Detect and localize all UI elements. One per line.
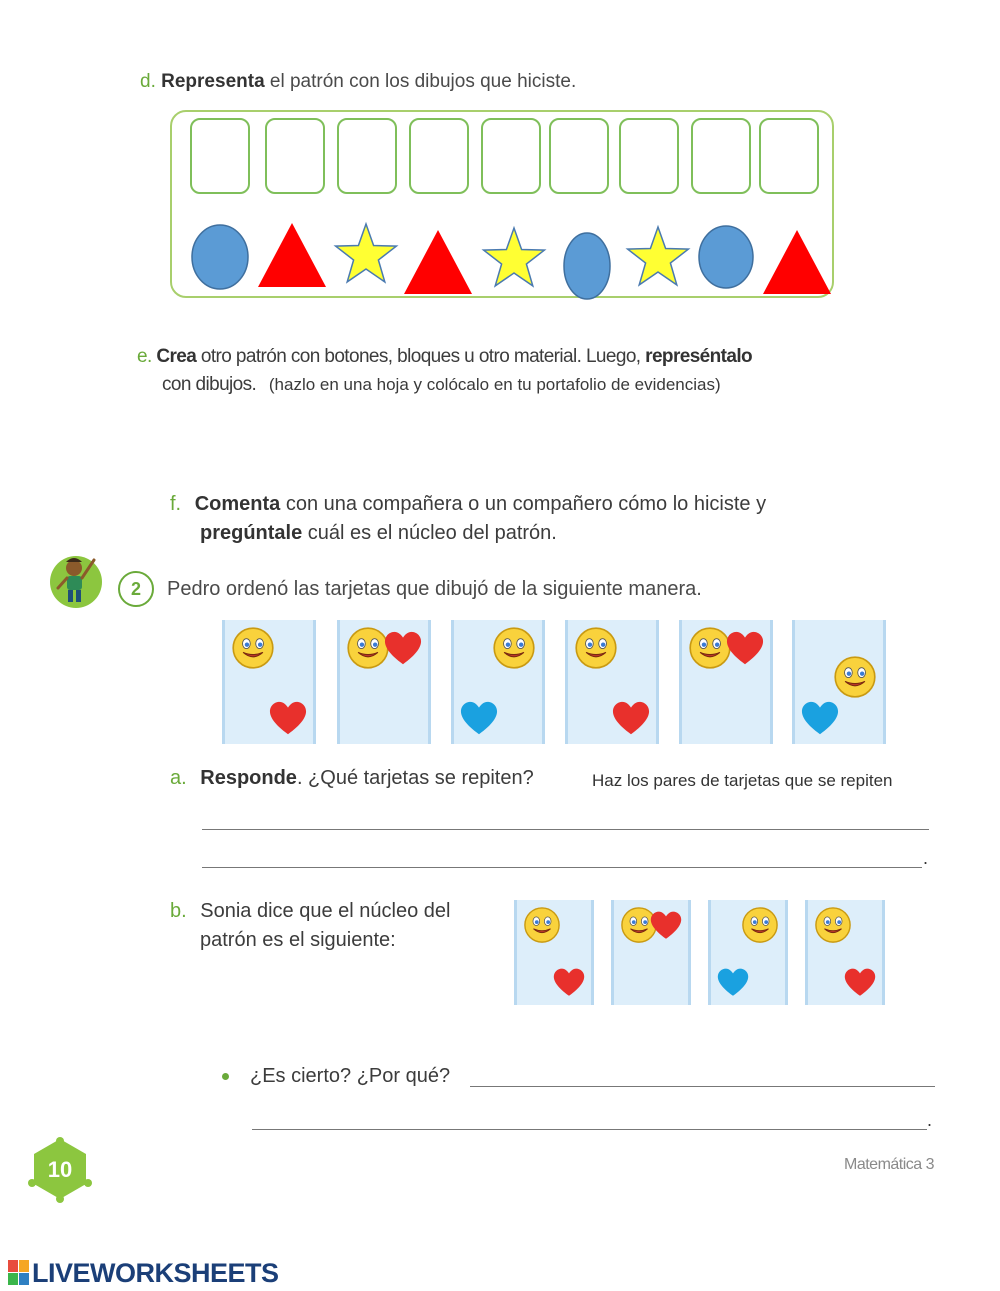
instruction-d-text: el patrón con los dibujos que hiciste. <box>264 71 577 92</box>
student-avatar-icon <box>48 550 108 610</box>
part-b-bullet-question: ¿Es cierto? ¿Por qué? <box>250 1065 451 1087</box>
liveworksheets-brand[interactable]: LIVEWORKSHEETS <box>32 1258 279 1288</box>
part-a-question <box>170 767 534 790</box>
part-a-bold: Responde <box>200 767 297 789</box>
red-heart-icon <box>384 630 422 668</box>
smiley-face-icon <box>741 906 779 944</box>
pattern-card[interactable] <box>792 620 886 744</box>
red-heart-icon <box>553 967 585 999</box>
red-heart-icon <box>650 910 682 942</box>
instruction-e <box>137 343 752 399</box>
smiley-face-icon <box>833 655 877 699</box>
smiley-face-icon <box>574 626 618 670</box>
pattern-card[interactable] <box>708 900 788 1005</box>
page-number-badge <box>26 1135 94 1203</box>
pattern-card[interactable] <box>565 620 659 744</box>
instruction-f <box>170 490 766 548</box>
red-heart-icon <box>726 630 764 668</box>
smiley-face-icon <box>523 906 561 944</box>
part-a-note: Haz los pares de tarjetas que se repiten <box>592 771 893 790</box>
answer-line-b1[interactable] <box>470 1086 935 1087</box>
part-b-line2: patrón es el siguiente: <box>200 929 396 951</box>
letter-b: b. <box>170 900 187 922</box>
part-b-line1: Sonia dice que el núcleo del <box>200 900 451 922</box>
blue-heart-icon <box>717 967 749 999</box>
pattern-card[interactable] <box>451 620 545 744</box>
pattern-card[interactable] <box>514 900 594 1005</box>
instruction-e-line2: con dibujos. <box>162 374 257 395</box>
answer-line-b2[interactable] <box>252 1129 927 1130</box>
pattern-card[interactable] <box>679 620 773 744</box>
letter-e: e. <box>137 346 152 367</box>
part-a-text: . ¿Qué tarjetas se repiten? <box>296 767 534 789</box>
instruction-e-bold2: represéntalo <box>645 346 753 367</box>
pattern-card[interactable] <box>611 900 691 1005</box>
bullet-icon <box>222 1073 229 1080</box>
pattern-blank-box[interactable] <box>409 118 469 194</box>
smiley-face-icon <box>814 906 852 944</box>
pattern-card[interactable] <box>805 900 885 1005</box>
pattern-blank-box[interactable] <box>265 118 325 194</box>
red-heart-icon <box>844 967 876 999</box>
blue-heart-icon <box>460 700 498 738</box>
pattern-blank-box[interactable] <box>481 118 541 194</box>
smiley-face-icon <box>492 626 536 670</box>
letter-f: f. <box>170 493 182 515</box>
pattern-card[interactable] <box>337 620 431 744</box>
liveworksheets-logo-icon <box>8 1260 30 1286</box>
letter-d: d. <box>140 71 156 92</box>
instruction-e-text1: otro patrón con botones, bloques u otro material. Luego, <box>196 346 646 367</box>
answer-line-a2[interactable] <box>202 867 922 868</box>
page-number: 10 <box>47 1157 73 1182</box>
pattern-blank-box[interactable] <box>337 118 397 194</box>
answer-line-a-dot: . <box>923 848 929 868</box>
instruction-f-text1: con una compañera o un compañero cómo lo hiciste y <box>280 493 767 515</box>
pattern-blank-box[interactable] <box>619 118 679 194</box>
letter-a: a. <box>170 767 187 789</box>
instruction-e-bold1: Crea <box>156 346 197 367</box>
question-2-text: Pedro ordenó las tarjetas que dibujó de la siguiente manera. <box>167 578 702 600</box>
book-title: Matemática 3 <box>844 1156 935 1173</box>
pattern-blank-box[interactable] <box>691 118 751 194</box>
smiley-face-icon <box>231 626 275 670</box>
pattern-blank-box[interactable] <box>759 118 819 194</box>
pattern-blank-box[interactable] <box>190 118 250 194</box>
part-b-question <box>170 897 450 955</box>
instruction-f-bold2: pregúntale <box>200 522 303 544</box>
question-2-number: 2 <box>118 571 154 607</box>
blue-heart-icon <box>801 700 839 738</box>
pattern-card[interactable] <box>222 620 316 744</box>
instruction-d-bold: Representa <box>161 71 265 92</box>
instruction-d <box>140 68 576 96</box>
red-heart-icon <box>612 700 650 738</box>
instruction-e-note: (hazlo en una hoja y colócalo en tu portafolio de evidencias) <box>268 375 721 394</box>
instruction-f-text2: cuál es el núcleo del patrón. <box>302 522 557 544</box>
answer-line-a1[interactable] <box>202 829 929 830</box>
answer-line-b-dot: . <box>927 1110 933 1130</box>
instruction-f-bold1: Comenta <box>194 493 281 515</box>
pattern-blank-box[interactable] <box>549 118 609 194</box>
red-heart-icon <box>269 700 307 738</box>
